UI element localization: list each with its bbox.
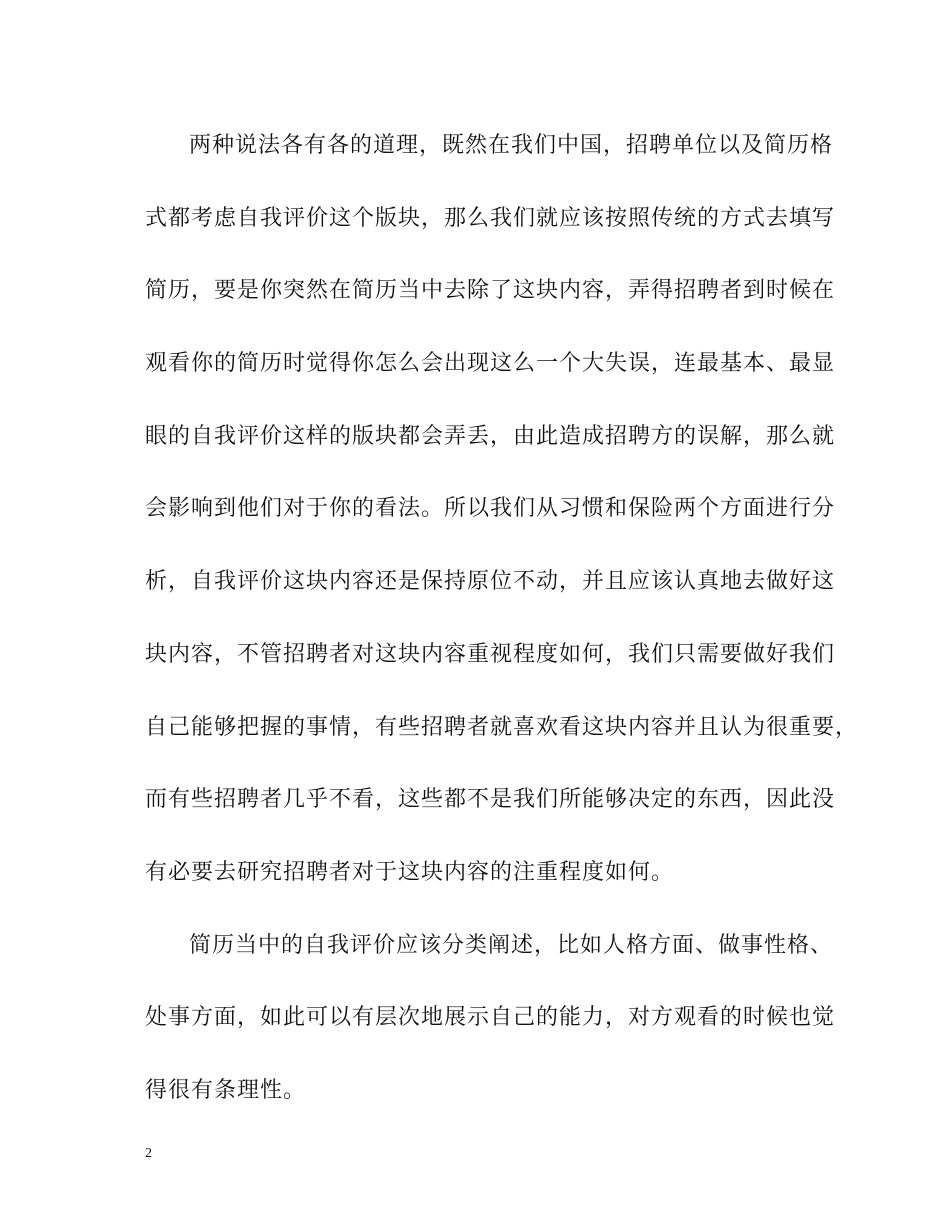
paragraph-1-line-1: 两种说法各有各的道理，既然在我们中国，招聘单位以及简历格 bbox=[189, 133, 834, 158]
paragraph-1-line-4: 观看你的简历时觉得你怎么会出现这么一个大失误，连最基本、最显 bbox=[145, 351, 836, 377]
paragraph-2-line-1: 简历当中的自我评价应该分类阐述，比如人格方面、做事性格、 bbox=[189, 932, 834, 958]
paragraph-2-line-3: 得很有条理性。 bbox=[145, 1077, 307, 1103]
paragraph-1-line-7: 析，自我评价这块内容还是保持原位不动，并且应该认真地去做好这 bbox=[145, 569, 836, 595]
paragraph-1-line-11: 有必要去研究招聘者对于这块内容的注重程度如何。 bbox=[145, 859, 675, 885]
paragraph-1-line-9: 自己能够把握的事情，有些招聘者就喜欢看这块内容并且认为很重要， bbox=[145, 714, 859, 740]
body-text bbox=[145, 120, 859, 1138]
paragraph-2-line-2: 处事方面，如此可以有层次地展示自己的能力，对方观看的时候也觉 bbox=[145, 1005, 836, 1031]
page-number: 2 bbox=[145, 1146, 152, 1161]
paragraph-1-line-8: 块内容，不管招聘者对这块内容重视程度如何，我们只需要做好我们 bbox=[145, 641, 836, 667]
paragraph-1-line-3: 简历，要是你突然在简历当中去除了这块内容，弄得招聘者到时候在 bbox=[145, 278, 836, 304]
paragraph-1-line-2: 式都考虑自我评价这个版块，那么我们就应该按照传统的方式去填写 bbox=[145, 205, 836, 231]
paragraph-1-line-6: 会影响到他们对于你的看法。所以我们从习惯和保险两个方面进行分 bbox=[145, 496, 836, 522]
paragraph-1-line-5: 眼的自我评价这样的版块都会弄丢，由此造成招聘方的误解，那么就 bbox=[145, 423, 836, 449]
paragraph-1-line-10: 而有些招聘者几乎不看，这些都不是我们所能够决定的东西，因此没 bbox=[145, 787, 836, 813]
